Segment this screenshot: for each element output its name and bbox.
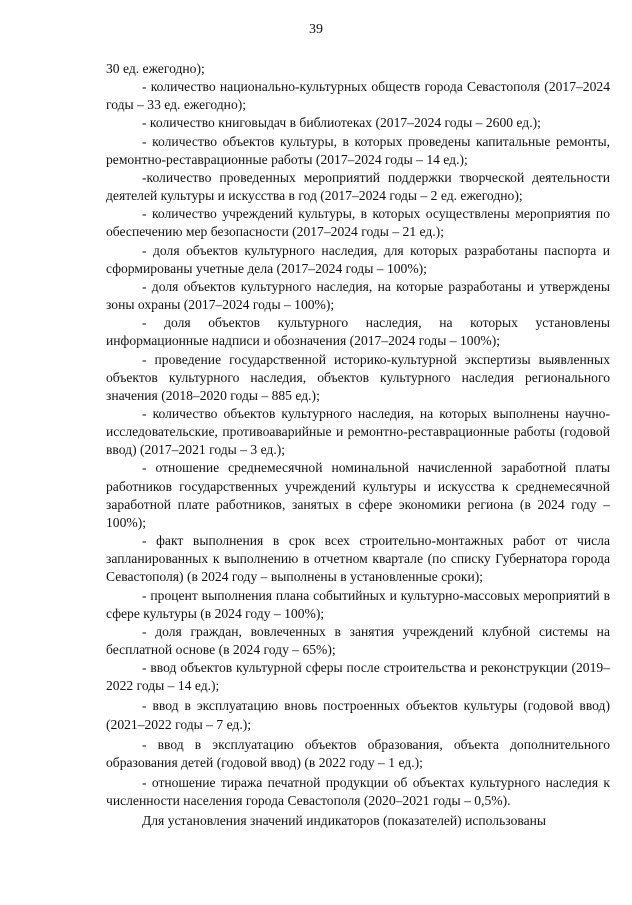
paragraph-8: - доля объектов культурного наследия, на которые разработаны и утверждены зоны охраны (2017–2024 годы – 100%); — [106, 278, 610, 313]
paragraph-17: - ввод в эксплуатацию вновь построенных объектов культуры (годовой ввод) (2021–2022 годы – 7 ед.); — [106, 698, 610, 732]
paragraph-13: - факт выполнения в срок всех строительно-монтажных работ от числа запланированных к выполнению в отчетном квартале (по списку Губернатора города Севастополя) (в 2024 году – выполнены в установленные сроки); — [106, 533, 610, 585]
paragraph-12: - отношение среднемесячной номинальной начисленной заработной платы работников государственных учреждений культуры и искусства к среднемесячной заработной плате работников, занятых в сфере экономики региона (в 2024 году – 100%); — [106, 460, 610, 530]
paragraph-4: - количество объектов культуры, в которых проведены капитальные ремонты, ремонтно-реставрационные работы (2017–2024 годы – 14 ед.); — [106, 133, 610, 167]
paragraph-14: - процент выполнения плана событийных и культурно-массовых мероприятий в сфере культуры (в 2024 году – 100%); — [106, 587, 610, 621]
paragraph-1: 30 ед. ежегодно); — [106, 61, 205, 76]
paragraph-7: - доля объектов культурного наследия, для которых разработаны паспорта и сформированы учетные дела (2017–2024 годы – 100%); — [106, 242, 610, 276]
paragraph-5: -количество проведенных мероприятий поддержки творческой деятельности деятелей культуры и искусства в год (2017–2024 годы – 2 ед. ежегодно); — [106, 169, 610, 204]
page-number: 39 — [309, 22, 323, 37]
paragraph-6: - количество учреждений культуры, в которых осуществлены мероприятия по обеспечению мер безопасности (2017–2024 годы – 21 ед.); — [106, 206, 610, 240]
paragraph-3: - количество книговыдач в библиотеках (2017–2024 годы – 2600 ед.); — [142, 115, 541, 131]
paragraph-18: - ввод в эксплуатацию объектов образования, объекта дополнительного образования детей (годовой ввод) (в 2022 году – 1 ед.); — [106, 736, 610, 770]
paragraph-11: - количество объектов культурного наследия, на которых выполнены научно-исследовательские, противоаварийные и ремонтно-реставрационные работы (годовой ввод) (2017–2021 годы – 3 ед.); — [106, 405, 610, 458]
paragraph-9: - доля объектов культурного наследия, на которых установлены информационные надписи и обозначения (2017–2024 годы – 100%); — [106, 315, 610, 349]
document-body — [106, 60, 610, 831]
paragraph-20: Для установления значений индикаторов (показателей) использованы — [142, 813, 547, 829]
paragraph-10: - проведение государственной историко-культурной экспертизы выявленных объектов культурного наследия, объектов культурного наследия регионального значения (2018–2020 годы – 885 ед.); — [106, 351, 610, 403]
paragraph-15: - доля граждан, вовлеченных в занятия учреждений клубной системы на бесплатной основе (в 2024 году – 65%); — [106, 623, 610, 657]
paragraph-19: - отношение тиража печатной продукции об объектах культурного наследия к численности населения города Севастополя (2020–2021 годы – 0,5%). — [106, 775, 610, 809]
paragraph-2: - количество национально-культурных обществ города Севастополя (2017–2024 годы – 33 ед. ежегодно); — [106, 79, 610, 113]
paragraph-16: - ввод объектов культурной сферы после строительства и реконструкции (2019–2022 годы – 14 ед.); — [106, 660, 610, 694]
